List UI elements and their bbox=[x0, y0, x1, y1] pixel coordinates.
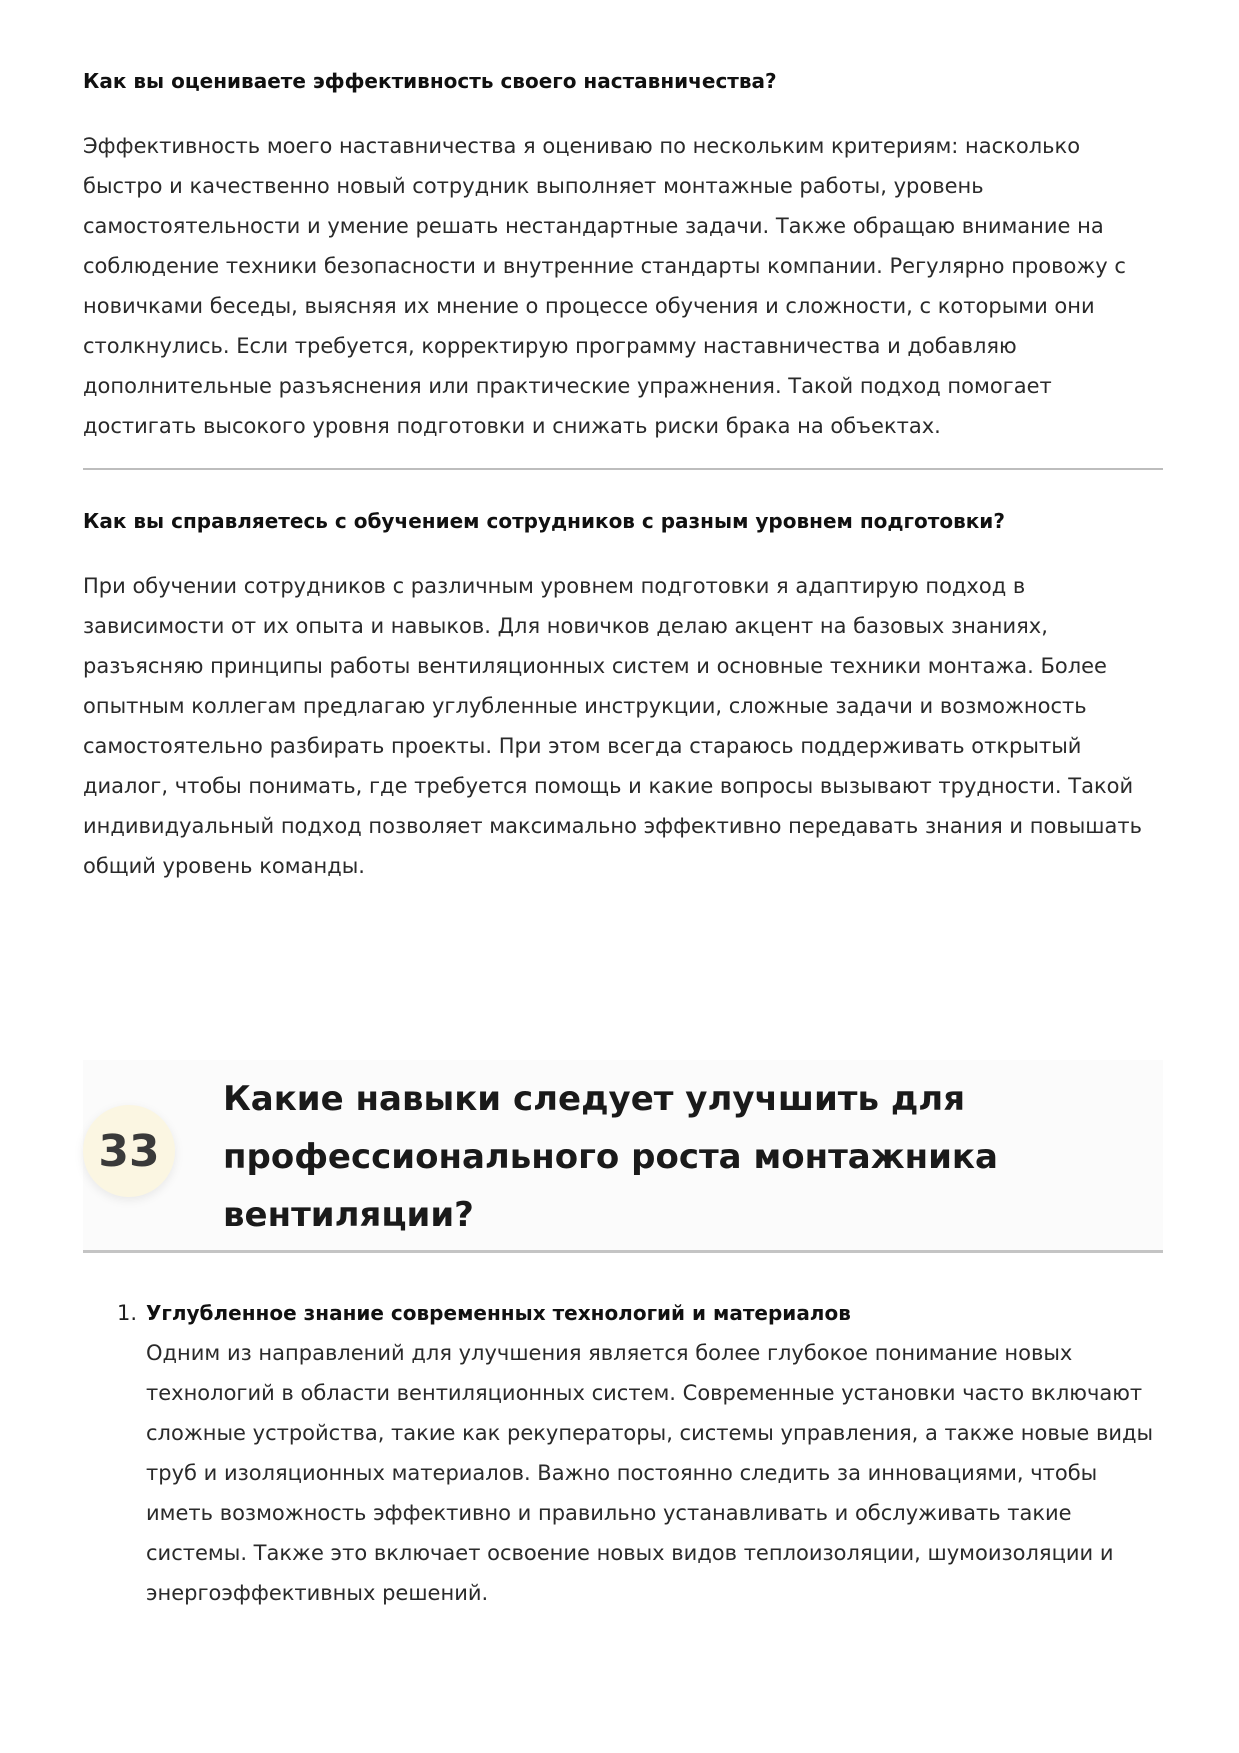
qa-answer: Эффективность моего наставничества я оцениваю по нескольким критериям: насколько быстро и качественно новый сотрудник выполняет монтажные работы, уровень самостоятельности и умение решать нестандартные задачи. Также обращаю внимание на соблюдение техники безопасности и внутренние стандарты компании. Регулярно провожу с новичками беседы, выясняя их мнение о процессе обучения и сложности, с которыми они столкнулись. Если требуется, корректирую программу наставничества и добавляю дополнительные разъяснения или практические упражнения. Такой подход помогает достигать высокого уровня подготовки и снижать риски брака на объектах. bbox=[83, 134, 1126, 438]
list-item-number: 1. bbox=[117, 1301, 138, 1325]
list-item bbox=[83, 1293, 1163, 1613]
qa-answer: При обучении сотрудников с различным уровнем подготовки я адаптирую подход в зависимости от их опыта и навыков. Для новичков делаю акцент на базовых знаниях, разъясняю принципы работы вентиляционных систем и основные техники монтажа. Более опытным коллегам предлагаю углубленные инструкции, сложные задачи и возможность самостоятельно разбирать проекты. При этом всегда стараюсь поддерживать открытый диалог, чтобы понимать, где требуется помощь и какие вопросы вызывают трудности. Такой индивидуальный подход позволяет максимально эффективно передавать знания и повышать общий уровень команды. bbox=[83, 574, 1142, 878]
section-number-badge: 33 bbox=[83, 1105, 175, 1197]
list-item-title: Углубленное знание современных технологий и материалов bbox=[146, 1301, 851, 1325]
section-title: Какие навыки следует улучшить для профессионального роста монтажника вентиляции? bbox=[223, 1079, 998, 1235]
section-header bbox=[83, 1060, 1163, 1253]
section-divider bbox=[83, 468, 1163, 470]
list-item-text: Одним из направлений для улучшения является более глубокое понимание новых технологий в области вентиляционных систем. Современные установки часто включают сложные устройства, такие как рекуператоры, системы управления, а также новые виды труб и изоляционных материалов. Важно постоянно следить за инновациями, чтобы иметь возможность эффективно и правильно устанавливать и обслуживать такие системы. Также это включает освоение новых видов теплоизоляции, шумоизоляции и энергоэффективных решений. bbox=[146, 1341, 1154, 1605]
qa-question: Как вы справляетесь с обучением сотрудников с разным уровнем подготовки? bbox=[83, 509, 1005, 533]
skill-list bbox=[83, 1293, 1163, 1613]
qa-question: Как вы оцениваете эффективность своего наставничества? bbox=[83, 69, 777, 93]
